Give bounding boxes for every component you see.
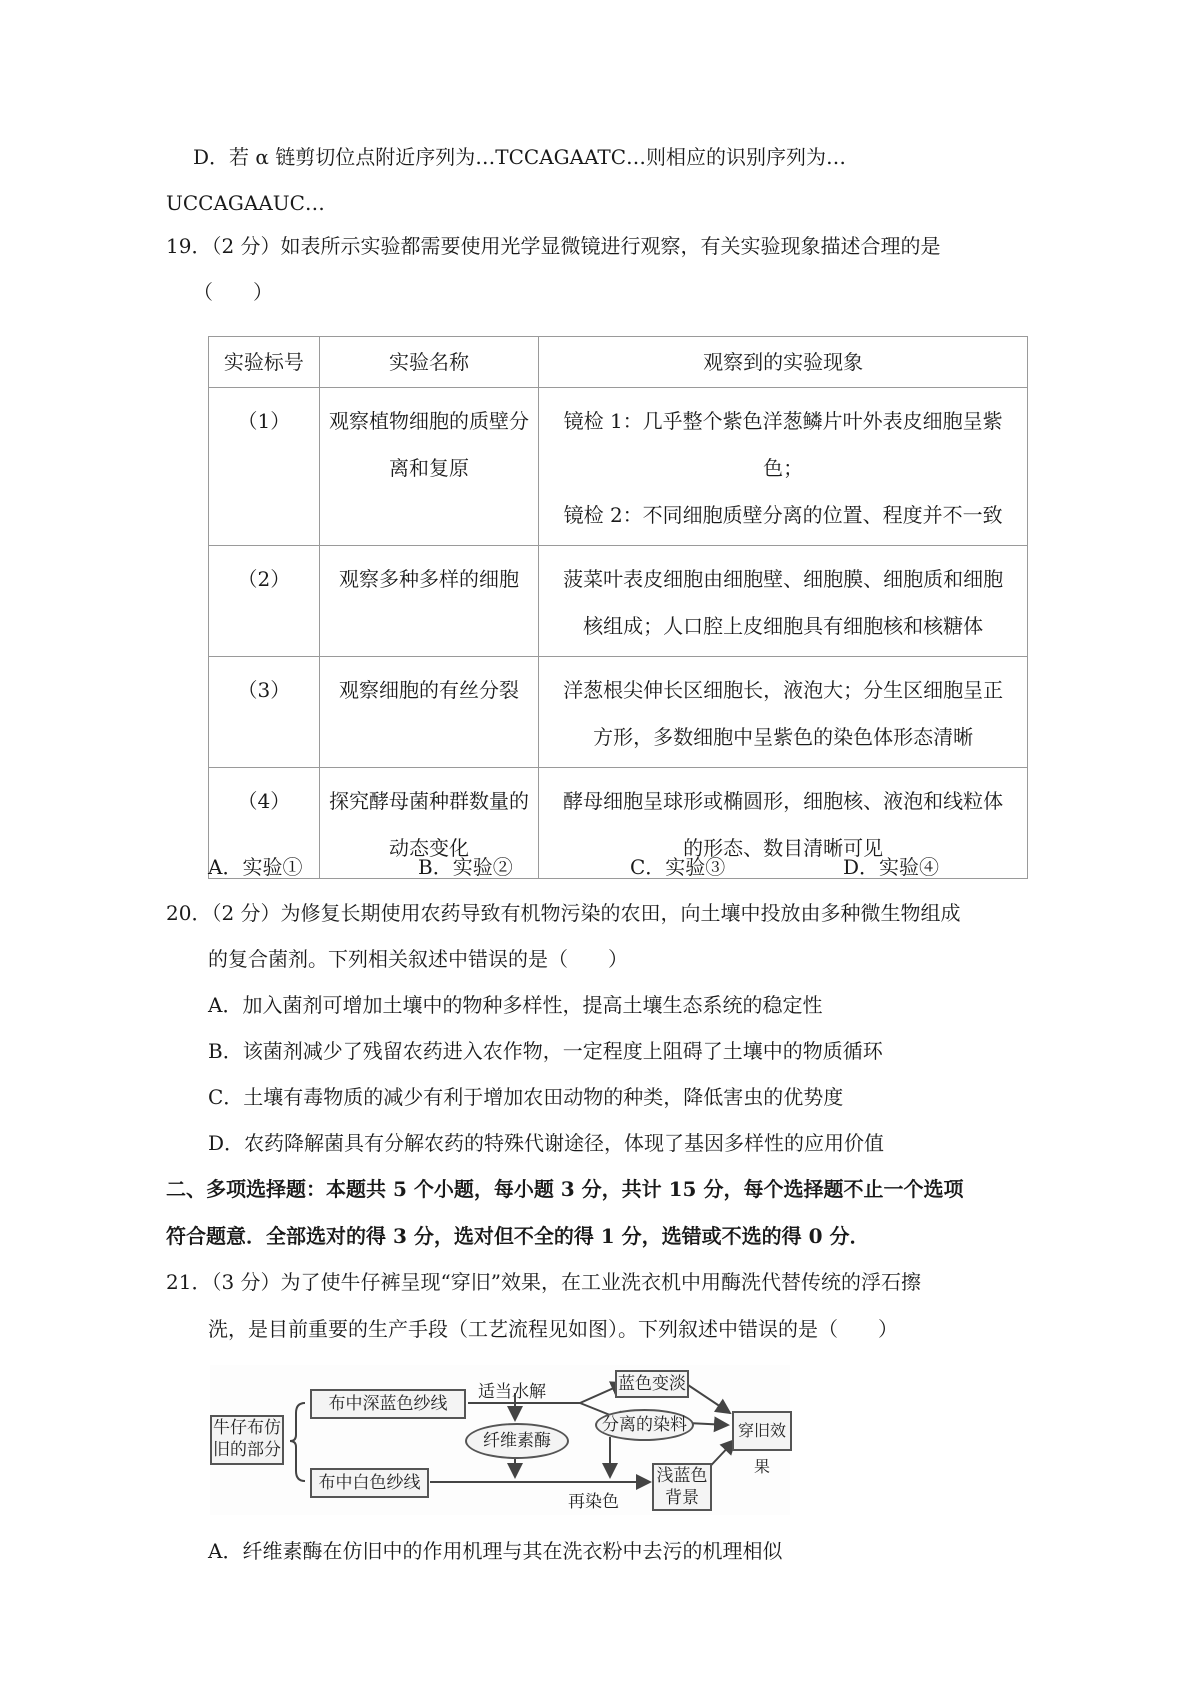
experiment-result <box>539 657 1028 768</box>
result-line: 镜检 2：不同细胞质壁分离的位置、程度并不一致 <box>563 503 1003 527</box>
source-box <box>210 1415 284 1465</box>
source-line: 牛仔布仿 <box>213 1418 281 1438</box>
experiment-result <box>539 546 1028 657</box>
experiment-id: （3） <box>209 657 320 768</box>
name-line: 离和复原 <box>389 456 470 480</box>
q18-option-d: D．若 α 链剪切位点附近序列为…TCCAGAATC…则相应的识别序列为… <box>193 145 847 169</box>
blue-yarn-box: 布中深蓝色纱线 <box>310 1389 466 1419</box>
restain-label: 再染色 <box>568 1492 619 1512</box>
q20-option-b[interactable]: B．该菌剂减少了残留农药进入农作物，一定程度上阻碍了土壤中的物质循环 <box>208 1039 883 1063</box>
experiment-result <box>539 768 1028 879</box>
arrow <box>688 1423 728 1425</box>
q19-answer-blank: （ ） <box>193 280 273 304</box>
q20-option-d[interactable]: D．农药降解菌具有分解农药的特殊代谢途径，体现了基因多样性的应用价值 <box>208 1131 885 1155</box>
table-row <box>209 546 1028 657</box>
white-yarn-box: 布中白色纱线 <box>310 1468 429 1498</box>
section-instructions: 符合题意．全部选对的得 3 分，选对但不全的得 1 分，选错或不选的得 0 分． <box>166 1224 870 1248</box>
experiment-name <box>319 657 539 768</box>
table-header-row <box>209 337 1028 388</box>
light-blue-box <box>652 1463 712 1511</box>
hydrolysis-label: 适当水解 <box>478 1382 546 1402</box>
name-line: 动态变化 <box>389 836 470 860</box>
q18-option-d-continued: UCCAGAAUC… <box>166 191 325 215</box>
table-header: 实验名称 <box>319 337 539 388</box>
q19-option-b[interactable]: B．实验② <box>418 855 513 879</box>
q20-stem: 20．（2 分）为修复长期使用农药导致有机物污染的农田，向土壤中投放由多种微生物组成 <box>166 901 961 925</box>
q21-stem-continued: 洗，是目前重要的生产手段（工艺流程见如图）。下列叙述中错误的是（ ） <box>208 1317 898 1341</box>
q21-stem: 21．（3 分）为了使牛仔裤呈现“穿旧”效果，在工业洗衣机中用酶洗代替传统的浮石擦 <box>166 1270 921 1294</box>
section-heading: 二、多项选择题：本题共 5 个小题，每小题 3 分，共计 15 分，每个选择题不止一个选项 <box>166 1177 964 1201</box>
name-line: 观察细胞的有丝分裂 <box>339 678 520 702</box>
experiment-id: （2） <box>209 546 320 657</box>
table-row <box>209 388 1028 546</box>
result-line: 色； <box>763 456 804 480</box>
result-line: 的形态、数目清晰可见 <box>683 836 884 860</box>
result-line: 酵母细胞呈球形或椭圆形，细胞核、液泡和线粒体 <box>563 789 1004 813</box>
q19-option-a[interactable]: A．实验① <box>208 855 303 879</box>
experiment-id: （4） <box>209 768 320 879</box>
result-line: 核组成；人口腔上皮细胞具有细胞核和核糖体 <box>583 614 984 638</box>
result-line: 方形，多数细胞中呈紫色的染色体形态清晰 <box>593 725 974 749</box>
enzyme-ellipse: 纤维素酶 <box>465 1423 569 1459</box>
q20-option-c[interactable]: C．土壤有毒物质的减少有利于增加农田动物的种类，降低害虫的优势度 <box>208 1085 844 1109</box>
experiment-table <box>208 336 1028 879</box>
result-box: 穿旧效果 <box>732 1411 792 1451</box>
name-line: 观察多种多样的细胞 <box>339 567 520 591</box>
blue-fade-box: 蓝色变淡 <box>615 1370 689 1398</box>
name-line: 观察植物细胞的质壁分 <box>329 409 530 433</box>
separated-dye-ellipse: 分离的染料 <box>595 1409 694 1441</box>
table-header: 实验标号 <box>209 337 320 388</box>
arrow <box>685 1383 730 1413</box>
table-row <box>209 657 1028 768</box>
result-line: 镜检 1：几乎整个紫色洋葱鳞片叶外表皮细胞呈紫 <box>563 409 1003 433</box>
experiment-name <box>319 388 539 546</box>
q21-option-a[interactable]: A．纤维素酶在仿旧中的作用机理与其在洗衣粉中去污的机理相似 <box>208 1539 783 1563</box>
q20-stem-continued: 的复合菌剂。下列相关叙述中错误的是（ ） <box>208 947 628 971</box>
experiment-result <box>539 388 1028 546</box>
brace <box>290 1403 305 1481</box>
result-line: 菠菜叶表皮细胞由细胞壁、细胞膜、细胞质和细胞 <box>563 567 1004 591</box>
result-line: 洋葱根尖伸长区细胞长，液泡大；分生区细胞呈正 <box>563 678 1004 702</box>
process-flow-diagram <box>210 1365 790 1515</box>
q19-option-c[interactable]: C．实验③ <box>630 855 726 879</box>
source-line: 旧的部分 <box>213 1440 281 1460</box>
light-blue-line: 浅蓝色 <box>656 1466 708 1486</box>
name-line: 探究酵母菌种群数量的 <box>329 789 530 813</box>
light-blue-line: 背景 <box>665 1488 699 1508</box>
q19-stem: 19．（2 分）如表所示实验都需要使用光学显微镜进行观察，有关实验现象描述合理的是 <box>166 234 941 258</box>
q19-option-d[interactable]: D．实验④ <box>843 855 940 879</box>
experiment-name <box>319 546 539 657</box>
table-header: 观察到的实验现象 <box>539 337 1028 388</box>
q20-option-a[interactable]: A．加入菌剂可增加土壤中的物种多样性，提高土壤生态系统的稳定性 <box>208 993 823 1017</box>
experiment-id: （1） <box>209 388 320 546</box>
